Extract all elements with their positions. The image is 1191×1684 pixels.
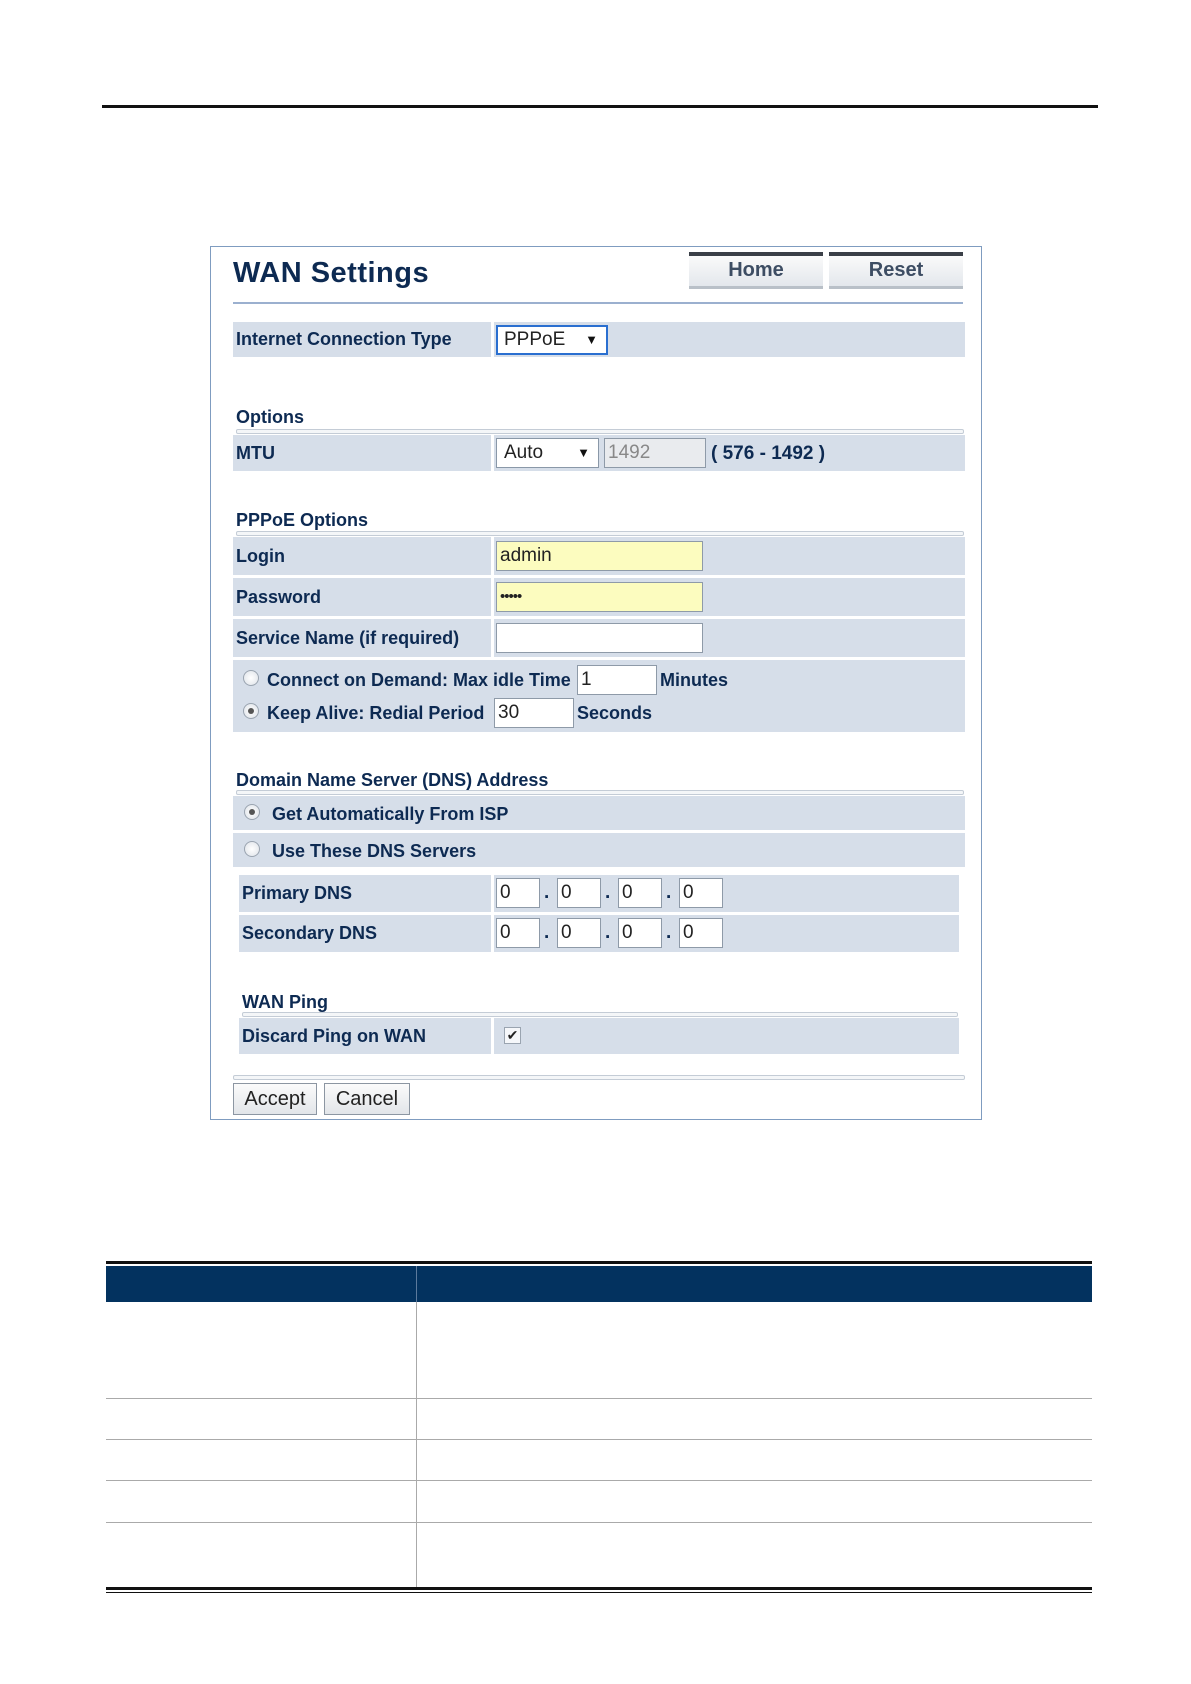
login-row [233, 537, 965, 575]
primary-dns-octet-4[interactable]: 0 [679, 878, 723, 908]
connection-type-value: PPPoE [504, 329, 566, 350]
mtu-mode-value: Auto [504, 442, 544, 463]
chevron-down-icon: ▼ [585, 332, 598, 347]
reset-button[interactable]: Reset [829, 252, 963, 286]
mtu-range-text: ( 576 - 1492 ) [711, 443, 826, 464]
login-input[interactable]: admin [496, 541, 703, 571]
mtu-label: MTU [236, 443, 275, 463]
table-row-divider [106, 1439, 1092, 1440]
row-separator [491, 578, 494, 616]
dot-separator: . [544, 922, 550, 943]
table-row-divider [106, 1480, 1092, 1481]
service-name-input[interactable] [496, 623, 703, 653]
chevron-down-icon: ▼ [577, 445, 590, 460]
table-bottom-rule [106, 1587, 1092, 1590]
row-separator [491, 322, 494, 357]
dot-separator: . [666, 922, 672, 943]
dns-manual-radio[interactable] [244, 841, 260, 857]
row-separator [491, 435, 494, 471]
row-separator [491, 915, 494, 952]
actions-divider [233, 1075, 965, 1080]
minutes-unit: Minutes [660, 670, 729, 690]
primary-dns-row [239, 875, 959, 912]
wan-ping-section-divider [242, 1012, 958, 1017]
connection-type-select[interactable] [496, 325, 608, 355]
dot-separator: . [544, 882, 550, 903]
dns-manual-label: Use These DNS Servers [272, 841, 477, 861]
max-idle-time-input[interactable]: 1 [577, 665, 657, 695]
home-button[interactable]: Home [689, 252, 823, 286]
connection-mode-row [233, 660, 965, 732]
wan-settings-panel [210, 246, 982, 1120]
primary-dns-label: Primary DNS [242, 883, 353, 903]
table-row-divider [106, 1398, 1092, 1399]
wan-ping-section-title: WAN Ping [242, 992, 328, 1012]
primary-dns-octet-3[interactable]: 0 [618, 878, 662, 908]
dns-section-title: Domain Name Server (DNS) Address [236, 770, 549, 790]
accept-button[interactable]: Accept [233, 1083, 317, 1115]
pppoe-section-title: PPPoE Options [236, 510, 369, 530]
page-title: WAN Settings [233, 257, 430, 289]
seconds-unit: Seconds [577, 703, 653, 723]
secondary-dns-label: Secondary DNS [242, 923, 378, 943]
dns-auto-row [233, 796, 965, 830]
row-separator [491, 875, 494, 912]
redial-period-input[interactable]: 30 [494, 698, 574, 728]
title-divider [233, 302, 963, 304]
secondary-dns-octet-2[interactable]: 0 [557, 918, 601, 948]
cancel-button[interactable]: Cancel [324, 1083, 410, 1115]
mtu-mode-select[interactable] [496, 438, 599, 468]
table-header [106, 1266, 1092, 1302]
table-bottom-rule-thin [106, 1592, 1092, 1593]
discard-ping-checkbox[interactable]: ✔ [504, 1027, 521, 1044]
service-name-row [233, 619, 965, 657]
keep-alive-radio[interactable] [243, 703, 259, 719]
primary-dns-octet-2[interactable]: 0 [557, 878, 601, 908]
connection-type-label: Internet Connection Type [236, 329, 452, 349]
page-top-rule [102, 105, 1098, 108]
primary-dns-octet-1[interactable]: 0 [496, 878, 540, 908]
discard-ping-label: Discard Ping on WAN [242, 1026, 427, 1046]
header-column-divider [416, 1266, 417, 1302]
row-separator [491, 537, 494, 575]
dot-separator: . [605, 882, 611, 903]
dns-section-divider [236, 790, 964, 795]
dot-separator: . [605, 922, 611, 943]
dns-auto-label: Get Automatically From ISP [272, 804, 509, 824]
discard-ping-row [239, 1018, 959, 1054]
secondary-dns-octet-3[interactable]: 0 [618, 918, 662, 948]
dns-auto-radio[interactable] [244, 804, 260, 820]
table-row-divider [106, 1522, 1092, 1523]
mtu-row [233, 435, 965, 471]
pppoe-section-divider [236, 531, 964, 536]
row-separator [491, 619, 494, 657]
secondary-dns-octet-4[interactable]: 0 [679, 918, 723, 948]
options-section-title: Options [236, 407, 304, 427]
table-top-rule [106, 1261, 1092, 1264]
login-label: Login [236, 546, 285, 566]
password-row [233, 578, 965, 616]
dns-manual-row [233, 833, 965, 867]
row-separator [491, 1018, 494, 1054]
service-name-label: Service Name (if required) [236, 628, 460, 648]
connect-on-demand-radio[interactable] [243, 670, 259, 686]
options-section-divider [236, 429, 964, 434]
dot-separator: . [666, 882, 672, 903]
password-input[interactable]: ••••• [496, 582, 703, 612]
mtu-value-input: 1492 [604, 438, 706, 468]
keep-alive-label: Keep Alive: Redial Period [267, 703, 485, 723]
secondary-dns-octet-1[interactable]: 0 [496, 918, 540, 948]
connect-on-demand-label: Connect on Demand: Max idle Time [267, 670, 571, 690]
table-column-divider [416, 1302, 417, 1587]
connection-type-row [233, 322, 965, 357]
secondary-dns-row [239, 915, 959, 952]
password-label: Password [236, 587, 322, 607]
